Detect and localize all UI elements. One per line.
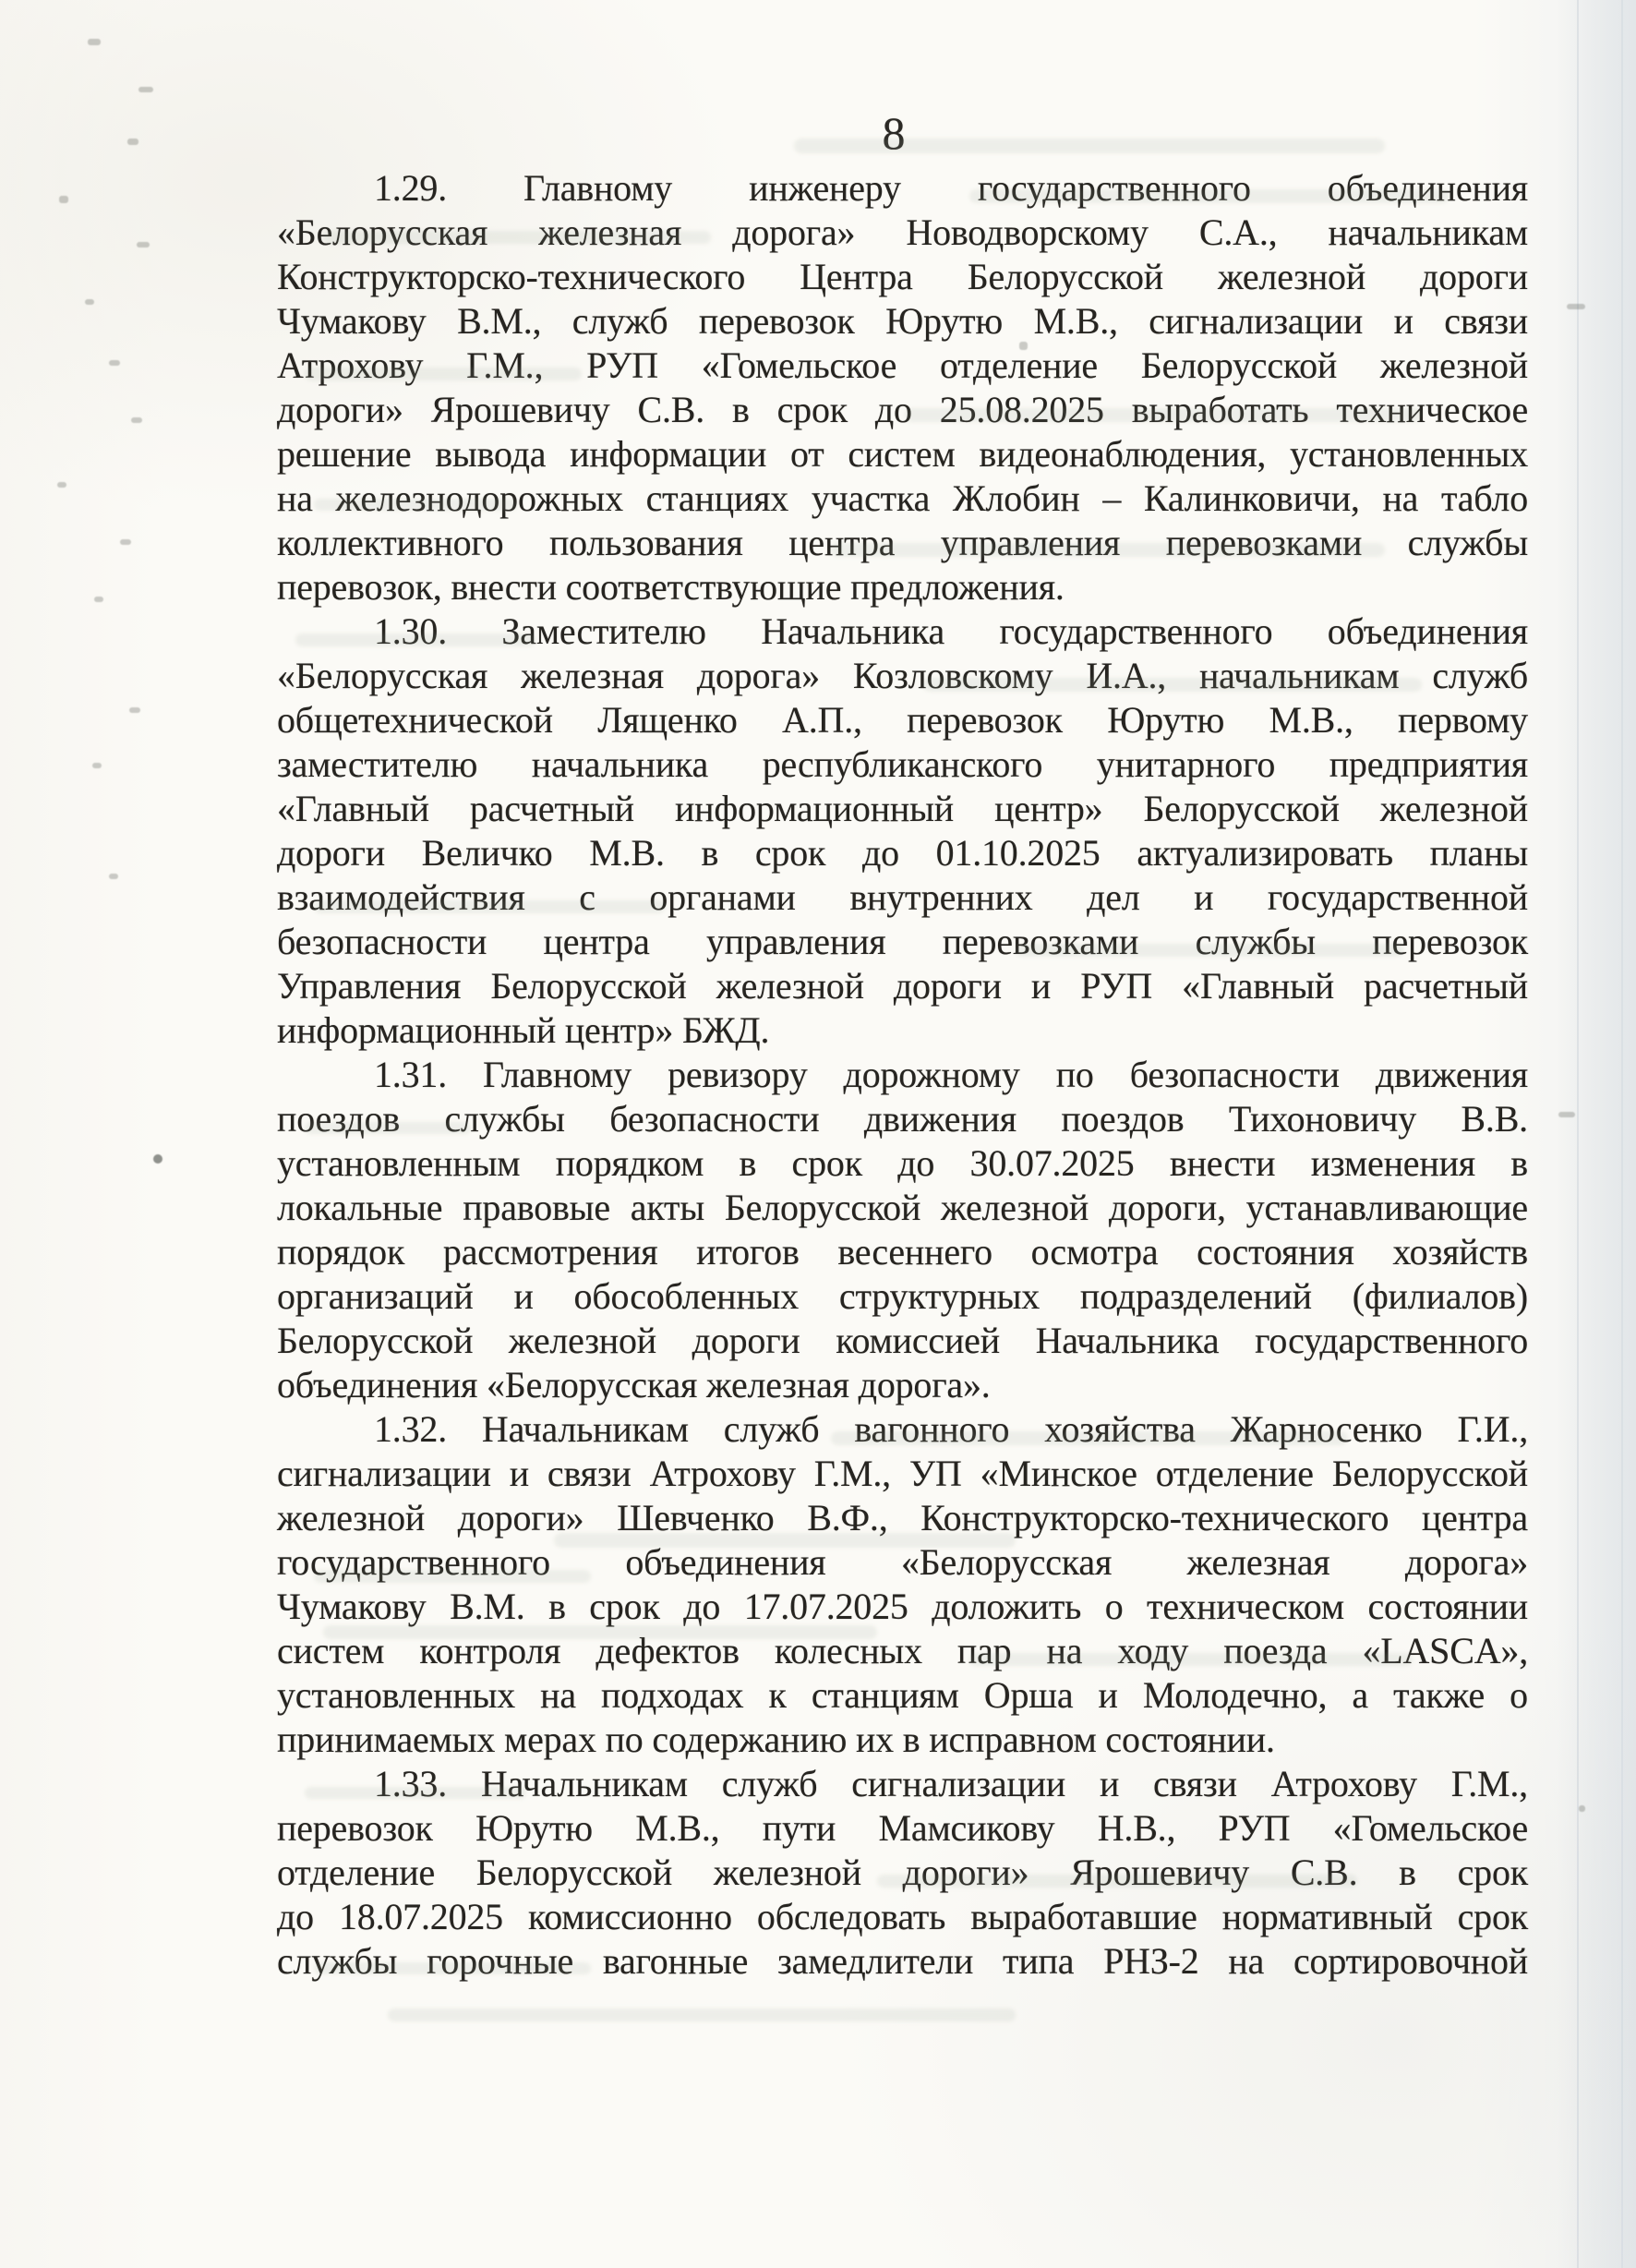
page-edge-line	[1621, 0, 1623, 2268]
ink-speck	[92, 763, 102, 768]
text-line: принимаемых мерах по содержанию их в исправном состоянии.	[277, 1719, 1275, 1760]
text-line: сигнализации и связи Атрохову Г.М., УП «Минское отделение Белорусской	[277, 1453, 1528, 1494]
ink-speck	[137, 242, 150, 247]
page-edge-shadow	[1557, 0, 1636, 2268]
text-line: отделение Белорусской железной дороги» Ярошевичу С.В. в срок	[277, 1852, 1528, 1893]
text-line: Белорусской железной дороги комиссией Начальника государственного	[277, 1320, 1528, 1361]
text-line: до 18.07.2025 комиссионно обследовать выработавшие нормативный срок	[277, 1896, 1528, 1937]
ink-speck	[131, 417, 142, 423]
paragraph-1-33	[277, 1762, 1528, 1984]
stray-dot	[153, 1154, 162, 1164]
text-line: систем контроля дефектов колесных пар на ходу поезда «LASCA»,	[277, 1630, 1528, 1671]
text-line: организаций и обособленных структурных подразделений (филиалов)	[277, 1275, 1528, 1317]
text-line: решение вывода информации от систем видеонаблюдения, установленных	[277, 433, 1528, 475]
ink-speck	[59, 196, 68, 203]
text-line: локальные правовые акты Белорусской железной дороги, устанавливающие	[277, 1187, 1528, 1228]
ink-speck	[1567, 304, 1585, 309]
text-line: службы горочные вагонные замедлители типа РНЗ-2 на сортировочной	[277, 1940, 1528, 1982]
text-line: Конструкторско-технического Центра Белорусской железной дороги	[277, 256, 1528, 297]
ink-speck	[85, 299, 94, 305]
text-line: дороги Величко М.В. в срок до 01.10.2025 актуализировать планы	[277, 832, 1528, 874]
text-line: перевозок, внести соответствующие предложения.	[277, 566, 1065, 608]
text-line: общетехнической Лященко А.П., перевозок Юрутю М.В., первому	[277, 699, 1528, 741]
text-line: Атрохову Г.М., РУП «Гомельское отделение Белорусской железной	[277, 344, 1528, 386]
text-line: заместителю начальника республиканского унитарного предприятия	[277, 743, 1528, 785]
paragraph-1-31	[277, 1053, 1528, 1407]
text-line: информационный центр» БЖД.	[277, 1009, 770, 1051]
ink-speck	[129, 707, 140, 713]
ink-speck	[1558, 1112, 1575, 1117]
ink-speck	[109, 874, 118, 879]
page-number: 8	[882, 107, 906, 159]
text-line: дороги» Ярошевичу С.В. в срок до 25.08.2025 выработать техническое	[277, 389, 1528, 430]
text-line: Чумакову В.М. в срок до 17.07.2025 доложить о техническом состоянии	[277, 1586, 1528, 1627]
text-line: Чумакову В.М., служб перевозок Юрутю М.В., сигнализации и связи	[277, 300, 1528, 342]
text-line: Управления Белорусской железной дороги и РУП «Главный расчетный	[277, 965, 1528, 1007]
text-line: объединения «Белорусская железная дорога».	[277, 1364, 991, 1405]
text-line: перевозок Юрутю М.В., пути Мамсикову Н.В., РУП «Гомельское	[277, 1807, 1528, 1849]
text-line: «Главный расчетный информационный центр» Белорусской железной	[277, 788, 1528, 829]
page-edge-line	[1577, 0, 1579, 2268]
ink-speck	[94, 597, 103, 602]
ink-speck	[57, 482, 66, 488]
text-line: установленных на подходах к станциям Орша и Молодечно, а также о	[277, 1674, 1528, 1716]
text-line: взаимодействия с органами внутренних дел и государственной	[277, 876, 1528, 918]
text-line: коллективного пользования центра управления перевозками службы	[277, 522, 1528, 563]
text-line: на железнодорожных станциях участка Жлобин – Калинковичи, на табло	[277, 477, 1528, 519]
text-line: 1.31. Главному ревизору дорожному по безопасности движения	[374, 1054, 1528, 1095]
text-line: 1.30. Заместителю Начальника государственного объединения	[374, 610, 1528, 652]
text-line: железной дороги» Шевченко В.Ф., Конструкторско-технического центра	[277, 1497, 1528, 1538]
ink-speck	[138, 87, 153, 92]
text-line: 1.29. Главному инженеру государственного объединения	[374, 167, 1528, 209]
paragraph-1-29	[277, 166, 1528, 609]
bleed-through-streak	[388, 2009, 1016, 2021]
text-line: безопасности центра управления перевозками службы перевозок	[277, 921, 1528, 962]
text-line: 1.32. Начальникам служб вагонного хозяйства Жарносенко Г.И.,	[374, 1408, 1528, 1450]
paragraph-1-30	[277, 609, 1528, 1053]
ink-speck	[127, 139, 138, 145]
text-line: поездов службы безопасности движения поездов Тихоновичу В.В.	[277, 1098, 1528, 1140]
ink-speck	[1579, 1805, 1585, 1812]
text-line: установленным порядком в срок до 30.07.2025 внести изменения в	[277, 1142, 1528, 1184]
text-line: порядок рассмотрения итогов весеннего осмотра состояния хозяйств	[277, 1231, 1528, 1273]
ink-speck	[120, 539, 131, 545]
ink-speck	[109, 360, 120, 366]
text-line: «Белорусская железная дорога» Новодворскому С.А., начальникам	[277, 211, 1528, 253]
ink-speck	[88, 39, 101, 45]
text-line: государственного объединения «Белорусская железная дорога»	[277, 1541, 1528, 1583]
text-line: «Белорусская железная дорога» Козловскому И.А., начальникам служб	[277, 655, 1528, 696]
text-line: 1.33. Начальникам служб сигнализации и связи Атрохову Г.М.,	[374, 1763, 1528, 1804]
document-body	[277, 166, 1528, 1984]
paragraph-1-32	[277, 1407, 1528, 1762]
